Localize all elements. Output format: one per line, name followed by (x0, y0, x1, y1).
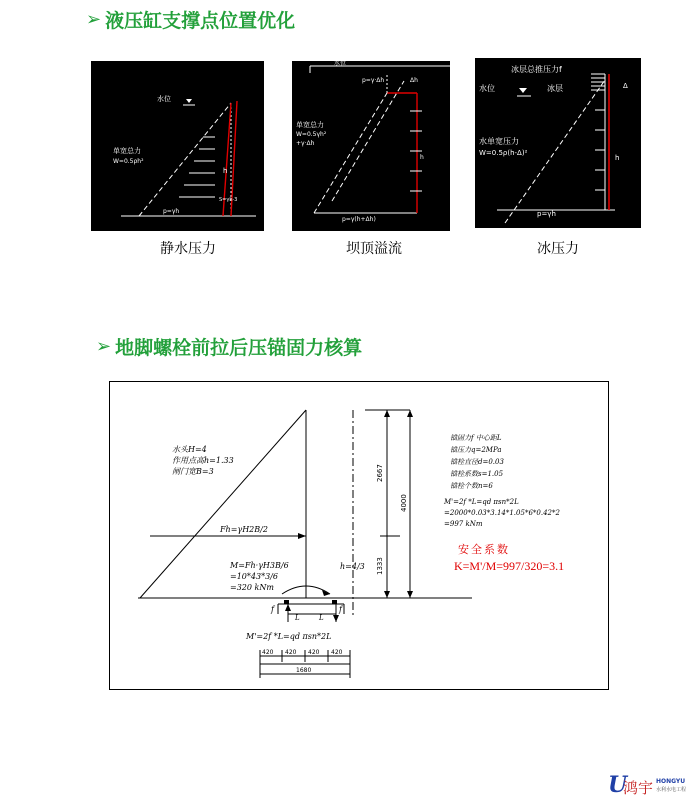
ice-water: 水位 (479, 84, 495, 93)
param-height: 作用点高h=1.33 (172, 456, 234, 465)
caption-ice: 冰压力 (537, 241, 579, 257)
hydro-formula: W=0.5ρh² (113, 158, 144, 165)
logo-mark: U (608, 772, 628, 798)
force-label: Fh=γH2B/2 (220, 525, 268, 534)
ice-diagram (475, 58, 641, 228)
hydro-water-level: 水位 (157, 95, 171, 103)
panel-ice (475, 58, 641, 228)
section-title-1: 液压缸支撑点位置优化 (105, 10, 296, 32)
panel-overflow (292, 61, 450, 231)
panel-hydrostatic (91, 61, 264, 231)
dim-420-1: 420 (262, 649, 274, 656)
ice-delta: Δ (623, 82, 628, 90)
logo-sub: 水利水电工程 (656, 787, 687, 793)
anchor-moment-3: =997 kNm (444, 520, 483, 528)
anchor-force-drawing (109, 381, 609, 690)
anchor-force-svg (110, 382, 608, 689)
overflow-formula-1: W=0.5γh² (296, 131, 327, 138)
anchor-moment-1: M'=2f *L=qd πsn*2L (444, 498, 519, 506)
overflow-top-formula: p=γ·Δh (362, 77, 385, 84)
ice-title: 冰层总推压力f (511, 65, 562, 74)
arrow-bullet-icon: ➢ (86, 9, 102, 30)
ice-unit-force: 水单宽压力 (479, 137, 519, 146)
dim-1680: 1680 (296, 667, 312, 674)
L-left: L (295, 614, 300, 622)
dim-4000: 4000 (400, 494, 408, 512)
hydro-side: S=γh·3 (219, 197, 238, 203)
anchor-info-5: 锚栓个数n=6 (450, 482, 493, 490)
anchor-info-3: 锚栓直径d=0.03 (450, 458, 504, 466)
moment-line-2: =10*43*3/6 (230, 572, 278, 581)
ice-base: p=γh (537, 210, 556, 218)
dim-420-2: 420 (285, 649, 297, 656)
overflow-unit-force: 单宽总力 (296, 121, 324, 129)
hydro-unit-force: 单宽总力 (113, 147, 141, 155)
caption-hydrostatic: 静水压力 (160, 241, 216, 257)
logo-en: HONGYU (656, 778, 686, 785)
anchor-info-1: 锚固力f 中心距L (450, 434, 502, 442)
section-heading-1 (86, 6, 295, 33)
overflow-height: h (420, 154, 424, 161)
company-logo (606, 770, 690, 798)
arrow-bullet-icon: ➢ (96, 336, 112, 357)
overflow-top-note: 水位 (334, 61, 347, 67)
hydro-height: h (223, 167, 228, 175)
overflow-diagram (292, 61, 450, 231)
logo-cn: 鸿宇 (623, 779, 654, 797)
anchor-moment-2: =2000*0.03*3.14*1.05*6*0.42*2 (444, 509, 560, 517)
dim-420-4: 420 (331, 649, 343, 656)
dim-1333: 1333 (376, 557, 384, 575)
f-right: f (339, 605, 342, 614)
hydrostatic-diagram (91, 61, 264, 231)
safety-formula: K=M'/M=997/320=3.1 (454, 559, 565, 573)
section-title-2: 地脚螺栓前拉后压锚固力核算 (115, 337, 363, 359)
f-left: f (271, 605, 274, 614)
moment-line-3: =320 kNm (230, 583, 274, 592)
param-width: 闸门宽B=3 (172, 467, 214, 476)
param-head: 水头H=4 (172, 445, 207, 454)
overflow-base: p=γ(h+Δh) (342, 216, 376, 223)
moment-line-1: M=Fh·γH3B/6 (230, 561, 289, 570)
anchor-info-4: 锚栓系数s=1.05 (450, 470, 504, 478)
L-right: L (319, 614, 324, 622)
ice-layer: 冰层 (547, 84, 563, 93)
ice-formula: W=0.5ρ(h-Δ)² (479, 149, 528, 157)
section-heading-2 (96, 333, 362, 360)
caption-overflow: 坝顶溢流 (346, 241, 402, 257)
safety-title: 安全系数 (458, 543, 510, 556)
dim-2667: 2667 (376, 464, 384, 482)
hydro-base: p=γh (163, 208, 180, 215)
ice-height: h (615, 154, 620, 162)
h-label: h=4/3 (340, 562, 365, 571)
overflow-top-dh: Δh (410, 77, 418, 84)
bottom-formula: M'=2f *L=qd πsn*2L (246, 632, 332, 641)
anchor-info-2: 锚压力q=2MPa (450, 446, 502, 454)
overflow-formula-2: +γ·Δh (296, 140, 315, 147)
logo-mark-icon (606, 770, 690, 798)
dim-420-3: 420 (308, 649, 320, 656)
